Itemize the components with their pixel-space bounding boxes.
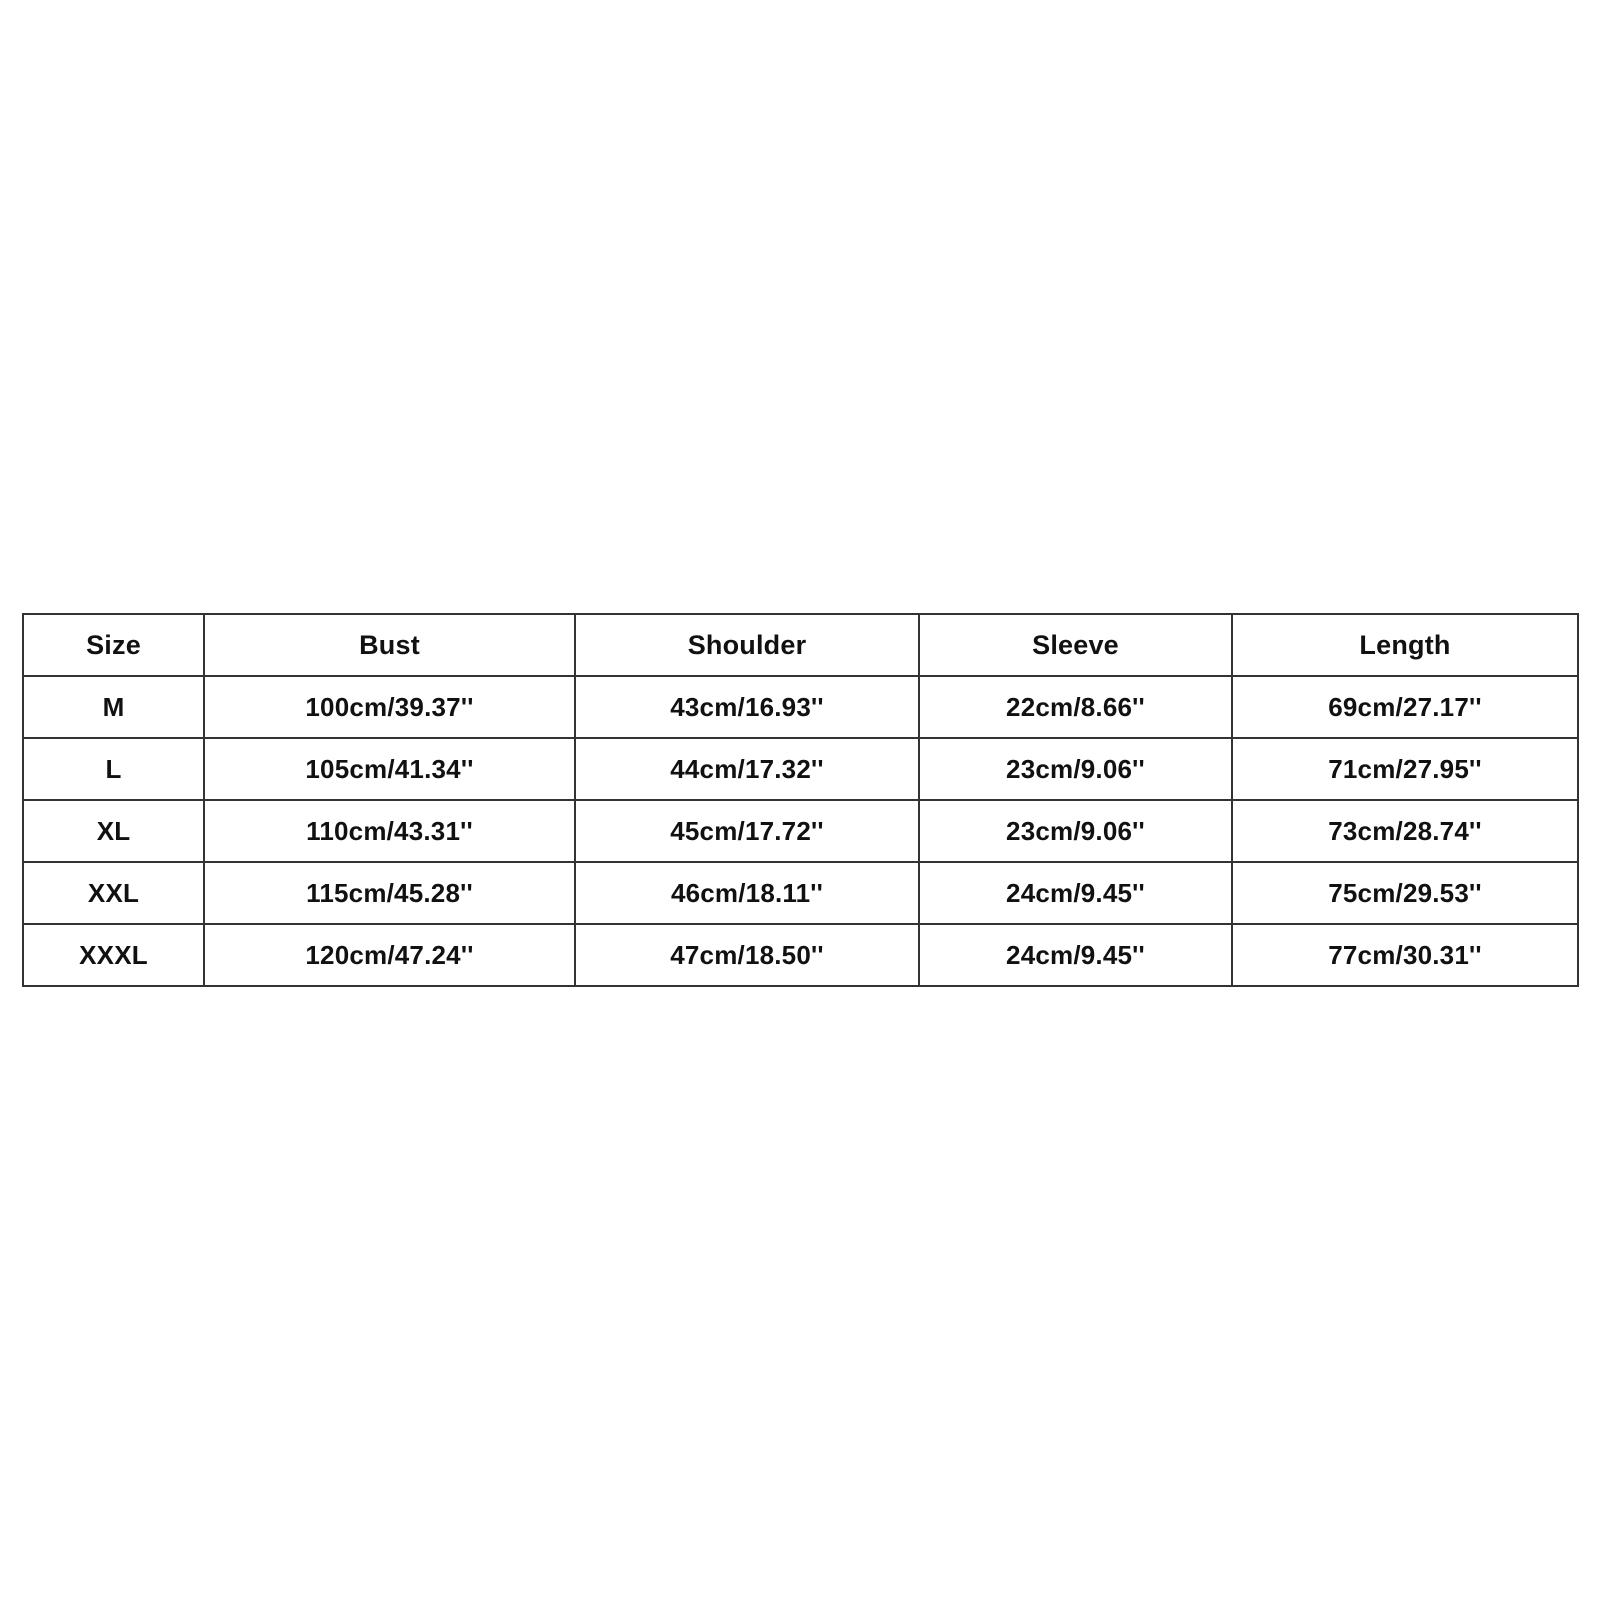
- header-sleeve: Sleeve: [919, 614, 1232, 676]
- shoulder-cell: 45cm/17.72'': [575, 800, 919, 862]
- shoulder-cell: 46cm/18.11'': [575, 862, 919, 924]
- header-size: Size: [23, 614, 204, 676]
- size-cell: XXXL: [23, 924, 204, 986]
- shoulder-cell: 47cm/18.50'': [575, 924, 919, 986]
- length-cell: 69cm/27.17'': [1232, 676, 1578, 738]
- size-cell: XXL: [23, 862, 204, 924]
- size-chart-table: [22, 613, 1579, 987]
- table-header-row: [23, 614, 1578, 676]
- header-shoulder: Shoulder: [575, 614, 919, 676]
- table-row: [23, 676, 1578, 738]
- bust-cell: 100cm/39.37'': [204, 676, 575, 738]
- length-cell: 75cm/29.53'': [1232, 862, 1578, 924]
- length-cell: 77cm/30.31'': [1232, 924, 1578, 986]
- sleeve-cell: 24cm/9.45'': [919, 862, 1232, 924]
- shoulder-cell: 44cm/17.32'': [575, 738, 919, 800]
- size-cell: L: [23, 738, 204, 800]
- header-length: Length: [1232, 614, 1578, 676]
- sleeve-cell: 23cm/9.06'': [919, 738, 1232, 800]
- bust-cell: 115cm/45.28'': [204, 862, 575, 924]
- length-cell: 71cm/27.95'': [1232, 738, 1578, 800]
- table-row: [23, 738, 1578, 800]
- length-cell: 73cm/28.74'': [1232, 800, 1578, 862]
- size-cell: XL: [23, 800, 204, 862]
- sleeve-cell: 24cm/9.45'': [919, 924, 1232, 986]
- shoulder-cell: 43cm/16.93'': [575, 676, 919, 738]
- sleeve-cell: 22cm/8.66'': [919, 676, 1232, 738]
- bust-cell: 105cm/41.34'': [204, 738, 575, 800]
- bust-cell: 110cm/43.31'': [204, 800, 575, 862]
- sleeve-cell: 23cm/9.06'': [919, 800, 1232, 862]
- bust-cell: 120cm/47.24'': [204, 924, 575, 986]
- header-bust: Bust: [204, 614, 575, 676]
- size-cell: M: [23, 676, 204, 738]
- table-row: [23, 800, 1578, 862]
- table-row: [23, 862, 1578, 924]
- table-row: [23, 924, 1578, 986]
